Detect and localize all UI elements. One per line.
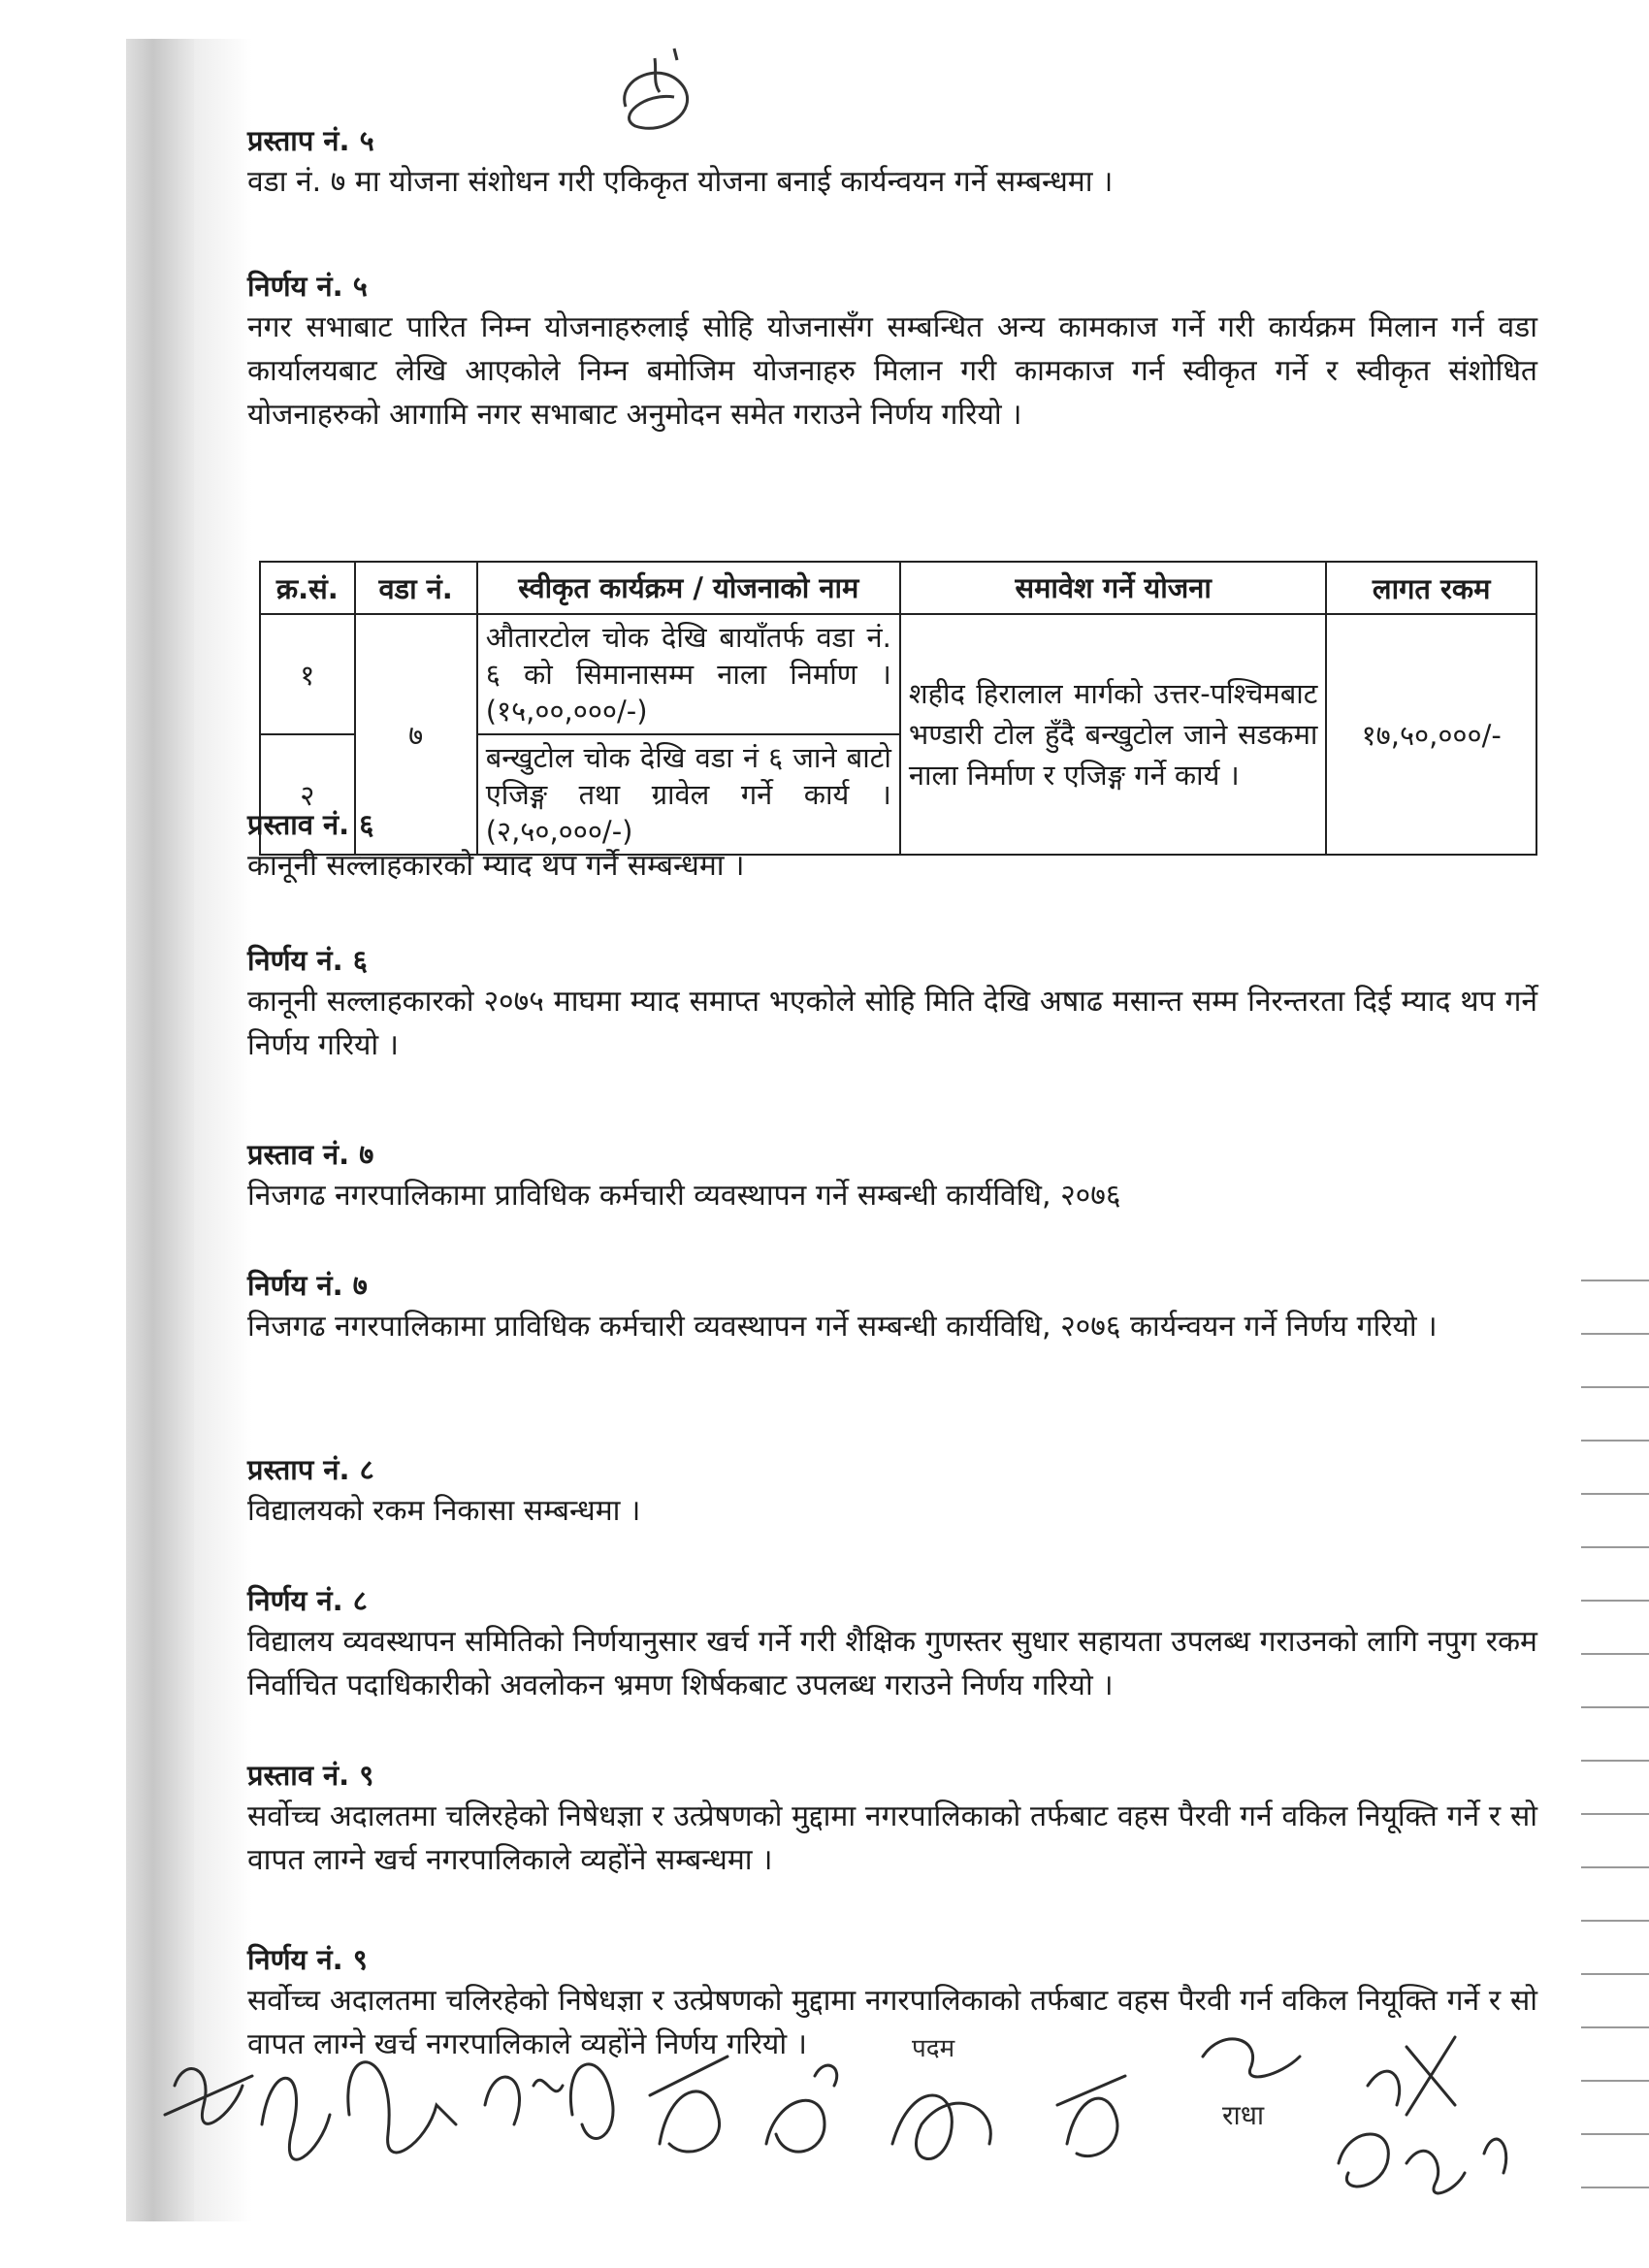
proposal-8-text: विद्यालयको रकम निकासा सम्बन्धमा । (247, 1494, 641, 1528)
proposal-8-heading: प्रस्ताप नं. ८ (247, 1453, 374, 1486)
margin-ruled-lines (1562, 1261, 1649, 2231)
decision-5-heading: निर्णय नं. ५ (247, 270, 368, 303)
decision-7-heading: निर्णय नं. ७ (247, 1269, 368, 1302)
cost-cell: १७,५०,०००/- (1326, 614, 1536, 855)
signature-label-radha: राधा (1222, 2099, 1265, 2131)
proposal-9-heading: प्रस्ताव नं. ९ (247, 1759, 374, 1792)
proposal-9-text: सर्वोच्च अदालतमा चलिरहेको निषेधज्ञा र उत्प्रेषणको मुद्दामा नगरपालिकाको तर्फबाट वहस पैरवी गर्न वकिल नियूक्ति गर्ने र सो वापत लाग्ने खर्च नगरपालिकाले व्यहोंने सम्बन्धमा । (247, 1799, 1537, 1877)
header-plan: स्वीकृत कार्यक्रम / योजनाको नाम (477, 562, 900, 614)
decision-7 (247, 1266, 1537, 1348)
proposal-6-text: कानूनी सल्लाहकारको म्याद थप गर्ने सम्बन्धमा । (247, 849, 745, 883)
decision-6-text: कानूनी सल्लाहकारको २०७५ माघमा म्याद समाप्त भएकोले सोहि मिति देखि अषाढ मसान्त सम्म निरन्तरता दिई म्याद थप गर्ने निर्णय गरियो । (247, 985, 1537, 1062)
include-cell: शहीद हिरालाल मार्गको उत्तर-पश्चिमबाट भण्डारी टोल हुँदै बन्खुटोल जाने सडकमा नाला निर्माण र एजिङ्ग गर्ने कार्य । (900, 614, 1327, 855)
row-1-num: १ (260, 614, 355, 734)
scan-edge-fade (194, 39, 252, 2221)
header-include: समावेश गर्ने योजना (900, 562, 1327, 614)
decision-7-text: निजगढ नगरपालिकामा प्राविधिक कर्मचारी व्यवस्थापन गर्ने सम्बन्धी कार्यविधि, २०७६ कार्यन्वयन गर्ने निर्णय गरियो । (247, 1310, 1438, 1344)
proposal-6-heading: प्रस्ताव नं. ६ (247, 808, 374, 841)
header-cost: लागत रकम (1326, 562, 1536, 614)
scan-edge-shadow (126, 39, 194, 2221)
proposal-8 (247, 1450, 1537, 1533)
proposal-7 (247, 1135, 1537, 1217)
ward-cell: ७ (355, 614, 477, 855)
proposal-7-heading: प्रस्ताव नं. ७ (247, 1138, 374, 1171)
proposal-6 (247, 805, 1537, 888)
header-num: क्र.सं. (260, 562, 355, 614)
row-2-num: २ (260, 734, 355, 855)
decision-8-heading: निर्णय नं. ८ (247, 1584, 368, 1617)
proposal-7-text: निजगढ नगरपालिकामा प्राविधिक कर्मचारी व्यवस्थापन गर्ने सम्बन्धी कार्यविधि, २०७६ (247, 1179, 1121, 1213)
decision-5 (247, 267, 1537, 437)
decision-8-text: विद्यालय व्यवस्थापन समितिको निर्णयानुसार खर्च गर्ने गरी शैक्षिक गुणस्तर सुधार सहायता उपलब्ध गराउनको लागि नपुग रकम निर्वाचित पदाधिकारीको अवलोकन भ्रमण शिर्षकबाट उपलब्ध गराउने निर्णय गरियो । (247, 1625, 1537, 1702)
signature-label-padam: पदम (912, 2034, 955, 2063)
decision-5-text: नगर सभाबाट पारित निम्न योजनाहरुलाई सोहि योजनासँग सम्बन्धित अन्य कामकाज गर्ने गरी कार्यक्रम मिलान गर्न वडा कार्यालयबाट लेखि आएकोले निम्न बमोजिम योजनाहरु मिलान गरी कामकाज गर्न स्वीकृत गर्ने र स्वीकृत संशोधित योजनाहरुको आगामि नगर सभाबाट अनुमोदन समेत गराउने निर्णय गरियो । (247, 310, 1537, 432)
row-1-plan: औतारटोल चोक देखि बायाँतर्फ वडा नं. ६ को सिमानासम्म नाला निर्माण । (१५,००,०००/-) (477, 614, 900, 734)
row-2-plan: बन्खुटोल चोक देखि वडा नं ६ जाने बाटो एजिङ्ग तथा ग्रावेल गर्ने कार्य । (२,५०,०००/-) (477, 734, 900, 855)
decision-9-text: सर्वोच्च अदालतमा चलिरहेको निषेधज्ञा र उत्प्रेषणको मुद्दामा नगरपालिकाको तर्फबाट वहस पैरवी गर्न वकिल नियूक्ति गर्ने र सो वापत लाग्ने खर्च नगरपालिकाले व्यहोंने निर्णय गरियो । (247, 1984, 1537, 2061)
header-ward: वडा नं. (355, 562, 477, 614)
proposal-5-text: वडा नं. ७ मा योजना संशोधन गरी एकिकृत योजना बनाई कार्यन्वयन गर्ने सम्बन्धमा । (247, 165, 1114, 199)
decision-6-heading: निर्णय नं. ६ (247, 944, 368, 977)
proposal-9 (247, 1756, 1537, 1882)
signatures (146, 1998, 1562, 2241)
decision-6 (247, 941, 1537, 1067)
signature-scribbles (146, 1998, 1562, 2241)
table-row (260, 614, 1536, 734)
proposal-5 (247, 121, 1537, 204)
decision-8 (247, 1581, 1537, 1707)
proposal-5-heading: प्रस्ताप नं. ५ (247, 124, 374, 157)
table-header-row (260, 562, 1536, 614)
decision-9-heading: निर्णय नं. ९ (247, 1943, 368, 1976)
